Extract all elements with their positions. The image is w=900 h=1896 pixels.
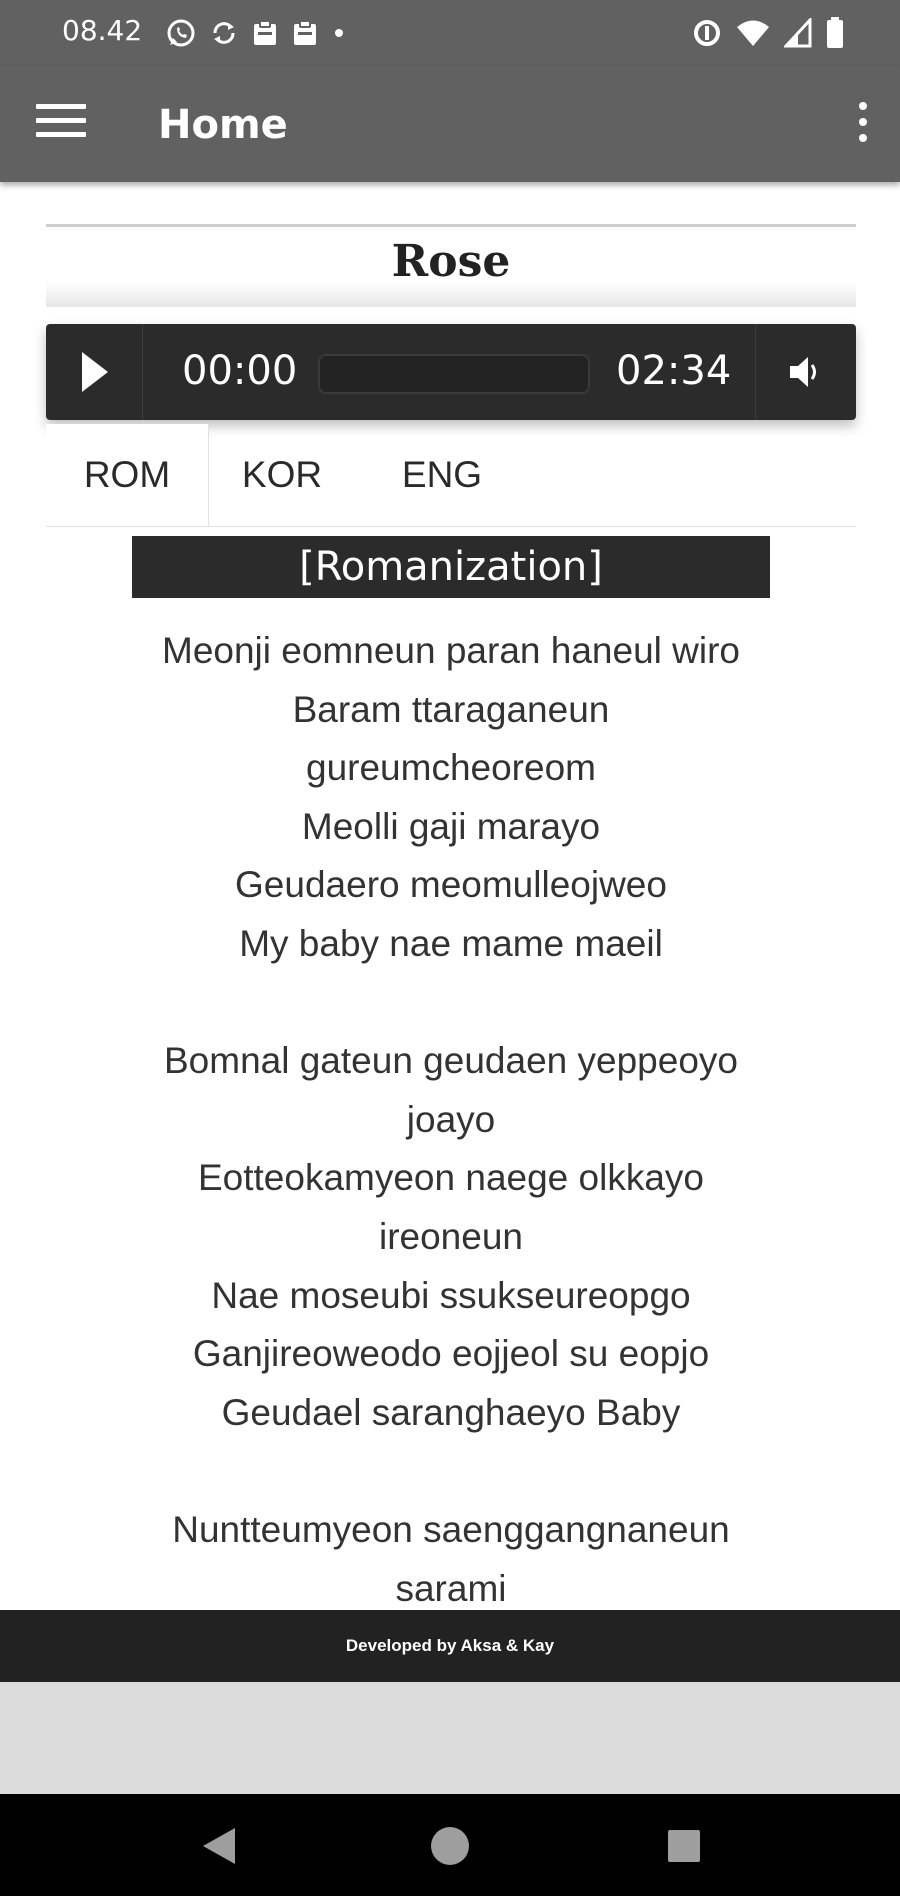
status-bar — [0, 0, 900, 66]
tab-eng[interactable]: ENG — [401, 454, 483, 495]
system-icons — [692, 16, 844, 50]
dot-icon — [332, 19, 346, 47]
lyric-line: Bomnal gateun geudaen yeppeoyo — [164, 1040, 738, 1082]
lyric-line: Eotteokamyeon naege olkkayo — [197, 1157, 704, 1199]
back-icon[interactable] — [195, 1824, 245, 1868]
whatsapp-icon — [166, 18, 196, 48]
recents-icon[interactable] — [664, 1824, 714, 1868]
status-time: 08.42 — [62, 14, 143, 47]
footer-credit: Developed by Aksa & Kay — [0, 1610, 900, 1682]
lyric-line: Ganjireoweodo eojjeol su eopjo — [192, 1333, 710, 1375]
page-title: Home — [158, 102, 288, 148]
lyrics-text — [46, 622, 856, 1608]
volume-icon — [786, 352, 826, 392]
lyric-line: Meonji eomneun paran haneul wiro — [162, 630, 740, 671]
notification-icons — [166, 16, 346, 50]
lyric-line: joayo — [406, 1098, 496, 1140]
lyric-line: ireoneun — [378, 1215, 523, 1257]
wifi-icon — [736, 18, 770, 48]
lyric-line: My baby nae mame maeil — [239, 922, 663, 964]
lyric-line: Baram ttaraganeun — [292, 688, 610, 730]
song-title-box — [46, 224, 856, 307]
tab-kor[interactable]: KOR — [241, 454, 323, 495]
volume-button[interactable] — [755, 324, 856, 420]
clipboard-icon — [252, 19, 278, 47]
more-options-icon[interactable] — [856, 102, 870, 148]
empty-area — [0, 1682, 900, 1794]
home-icon[interactable] — [428, 1824, 478, 1868]
navigation-bar — [0, 1794, 900, 1896]
lyric-line: Geudaero meomulleojweo — [235, 864, 667, 906]
lyric-line: Nuntteumyeon saenggangnaneun — [172, 1508, 730, 1550]
section-header: [Romanization] — [132, 536, 770, 598]
lyric-line: sarami — [395, 1567, 507, 1608]
audio-player — [46, 324, 856, 420]
data-saver-icon — [692, 18, 722, 48]
current-time: 00:00 — [182, 348, 298, 394]
lyric-line: Nae moseubi ssukseureopgo — [211, 1274, 691, 1316]
clipboard-icon — [292, 19, 318, 47]
progress-bar[interactable] — [318, 354, 590, 394]
play-button[interactable] — [46, 324, 143, 420]
song-title: Rose — [391, 236, 511, 287]
lyrics-tabs — [46, 424, 856, 527]
signal-icon — [784, 18, 812, 48]
total-time: 02:34 — [616, 348, 732, 394]
lyric-line: Geudael saranghaeyo Baby — [221, 1391, 681, 1433]
lyric-line: Meolli gaji marayo — [301, 805, 601, 847]
menu-icon[interactable] — [36, 104, 86, 144]
app-bar — [0, 66, 900, 182]
lyric-line: gureumcheoreom — [306, 747, 596, 789]
lyric-line — [46, 1442, 856, 1501]
sync-icon — [210, 19, 238, 47]
tab-rom[interactable]: ROM — [46, 424, 209, 526]
battery-icon — [826, 17, 844, 49]
lyric-line — [46, 974, 856, 1033]
